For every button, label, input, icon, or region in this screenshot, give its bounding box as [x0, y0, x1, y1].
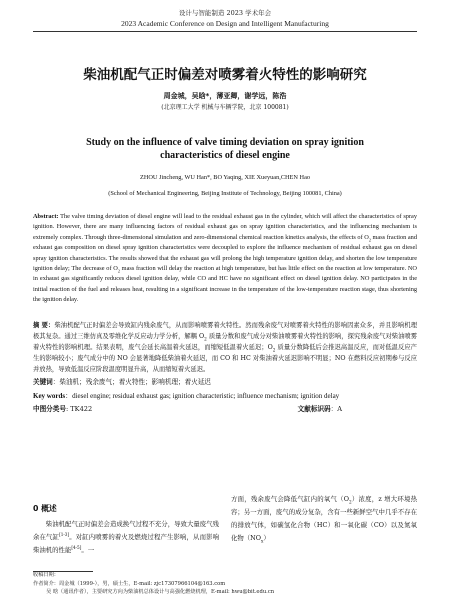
title-cn: 柴油机配气正时偏差对喷雾着火特性的影响研究: [83, 67, 367, 83]
classification-row: [33, 404, 417, 415]
abstract-en-text-3: mass fraction will delay the reaction at high temperature, but has little effect on the reaction at low temperature. NO in exhaust gas significantly reduces diesel ignition delay, while CO and HC have no significant effect on diesel ignition delay. NO participates in the initial reaction of the fuel and releases heat, resulting in a significant increase in the temperature of the low-temperature reaction stage, thus shortening the ignition delay.: [33, 265, 417, 304]
header-rule: [33, 31, 417, 32]
title-en: Study on the influence of valve timing deviation on spray ignition characteristics of diesel engine: [86, 137, 364, 161]
abstract-en-sub-1: 2: [368, 237, 371, 243]
right-paragraph: [231, 493, 417, 545]
document-code-label: 文献标识码: [297, 404, 331, 413]
clc-number: [33, 404, 92, 415]
right-text-1: 方面，残余废气会降低气缸内的氧气（O: [231, 495, 349, 503]
section-heading: 0 概述: [33, 504, 57, 513]
document-code-value: ：A: [330, 404, 342, 413]
abstract-cn: [33, 320, 417, 376]
left-column: [33, 493, 219, 572]
keywords-cn-label: 关键词: [33, 377, 53, 386]
right-sub-2: x: [261, 538, 264, 544]
clc-label: 中图分类号: [33, 404, 66, 413]
abstract-en-text-1: The valve timing deviation of diesel engine will lead to the residual exhaust gas in the cylinder, which will affect the characteristics of spray ignition. However, there are many influencing factors of residual exhaust gas on spray ignition characteristics, and the influencing mechanism is extremely complex. Through three-dimensional simulation and zero-dimensional chemical reaction kinetics analysis, the effects of O: [33, 213, 417, 241]
right-sub-1: 2: [348, 499, 352, 505]
footnotes: [33, 571, 417, 597]
abstract-cn-text-1: 柴油机配气正时偏差会导致缸内残余废气，从而影响喷雾着火特性。然而残余废气对喷雾着火特性的影响因素众多，并且影响机理极其复杂。通过三维仿真及零维化学反应动力学分析，解耦 O: [33, 321, 417, 340]
keywords-en-text: ：diesel engine; residual exhaust gas; ignition characteristic; influence mechanism; ignition delay: [65, 391, 340, 400]
left-text-2: 。对缸内喷雾的着火及燃烧过程产生影响，从而影响柴油机的性能: [33, 533, 220, 554]
running-header-cn: 设计与智能制造 2023 学术年会: [178, 9, 272, 17]
abstract-cn-sub-1: 2: [204, 336, 207, 342]
authors-cn: 周金城，吴晗*，薄亚卿，谢学远，陈浩: [163, 92, 287, 100]
left-text-3: 。一: [81, 546, 95, 554]
abstract-cn-text-2: 质量分数和废气成分对柴油喷雾着火特性的影响，探究残余废气对柴油喷雾着火特性的影响机理。结果表明，废气会延长高温着火延迟，而缩短低温着火延迟；O: [33, 332, 417, 352]
abstract-cn-sub-2: 2: [272, 347, 276, 353]
clc-value: : TK422: [65, 404, 93, 413]
keywords-cn-text: ：柴油机；残余废气；着火特性；影响机理；着火延迟: [52, 377, 212, 386]
keywords-en-label: Key words: [33, 391, 66, 400]
citation-2: [4-5]: [71, 544, 82, 550]
body-columns: [33, 493, 417, 572]
abstract-en-label: Abstract:: [33, 213, 59, 220]
abstract-cn-label: 摘 要：: [33, 321, 55, 329]
abstract-cn-text-3: 质量分数降低后会推迟高温反应，而对低温反应产生的影响较小；废气成分中的 NO 会显著地降低柴油着火延迟，而 CO 和 HC 对柴油着火延迟影响不明显；NO 在燃料反应初期参与反应并放热，导致低温反应阶段温度明显升高，从而缩短着火延迟。: [33, 344, 417, 374]
abstract-en: [33, 212, 417, 306]
affiliation-cn: (北京理工大学 机械与车辆学院，北京 100081): [161, 104, 289, 111]
right-text-2: ）浓度，z 增大环境热容；另一方面，废气的成分复杂，含有一些新鲜空气中几乎不存在的排放气体，如碳氢化合物（HC）和一氧化碳（CO）以及氮氧化物（NO: [231, 495, 417, 542]
right-text-3: ）: [263, 534, 270, 542]
footnote-author-2: 吴 晗（通讯作者），主要研究方向为柴油机总体设计与高强化燃烧机理，E-mail: hwu@bit.edu.cn: [46, 589, 275, 596]
running-header-en: 2023 Academic Conference on Design and Intelligent Manufacturing: [121, 19, 329, 28]
keywords-cn: [33, 377, 417, 388]
left-text-1: 柴油机配气正时偏差会造成换气过程不充分，导致大量废气残余在气缸: [33, 520, 219, 541]
abstract-en-text-2: mass fraction and exhaust gas composition on diesel spray ignition characteristics were decoupled to explore the influence mechanism of residual exhaust gas on diesel spray ignition characteristics. The results showed that the exhaust gas will prolong the high temperature ignition delay, and shorten the low temperature ignition delay; The decrease of O: [33, 233, 417, 273]
footnote-received: 收稿日期：: [33, 572, 59, 578]
right-column: [231, 493, 417, 572]
citation-1: [1-3]: [59, 531, 70, 537]
authors-en: ZHOU Jincheng, WU Han*, BO Yaqing, XIE Xueyuan,CHEN Hao: [139, 174, 311, 181]
keywords-en: [33, 391, 417, 402]
affiliation-en: (School of Mechanical Engineering, Beijing Institute of Technology, Beijing 100081, China): [108, 190, 342, 197]
footnote-author-1: 作者简介：周金城（1999-），男，硕士生，E-mail: zjc17307966104@163.com: [33, 580, 226, 587]
abstract-en-sub-2: 2: [117, 268, 120, 274]
left-paragraph: [33, 518, 219, 557]
document-code: [298, 404, 342, 415]
